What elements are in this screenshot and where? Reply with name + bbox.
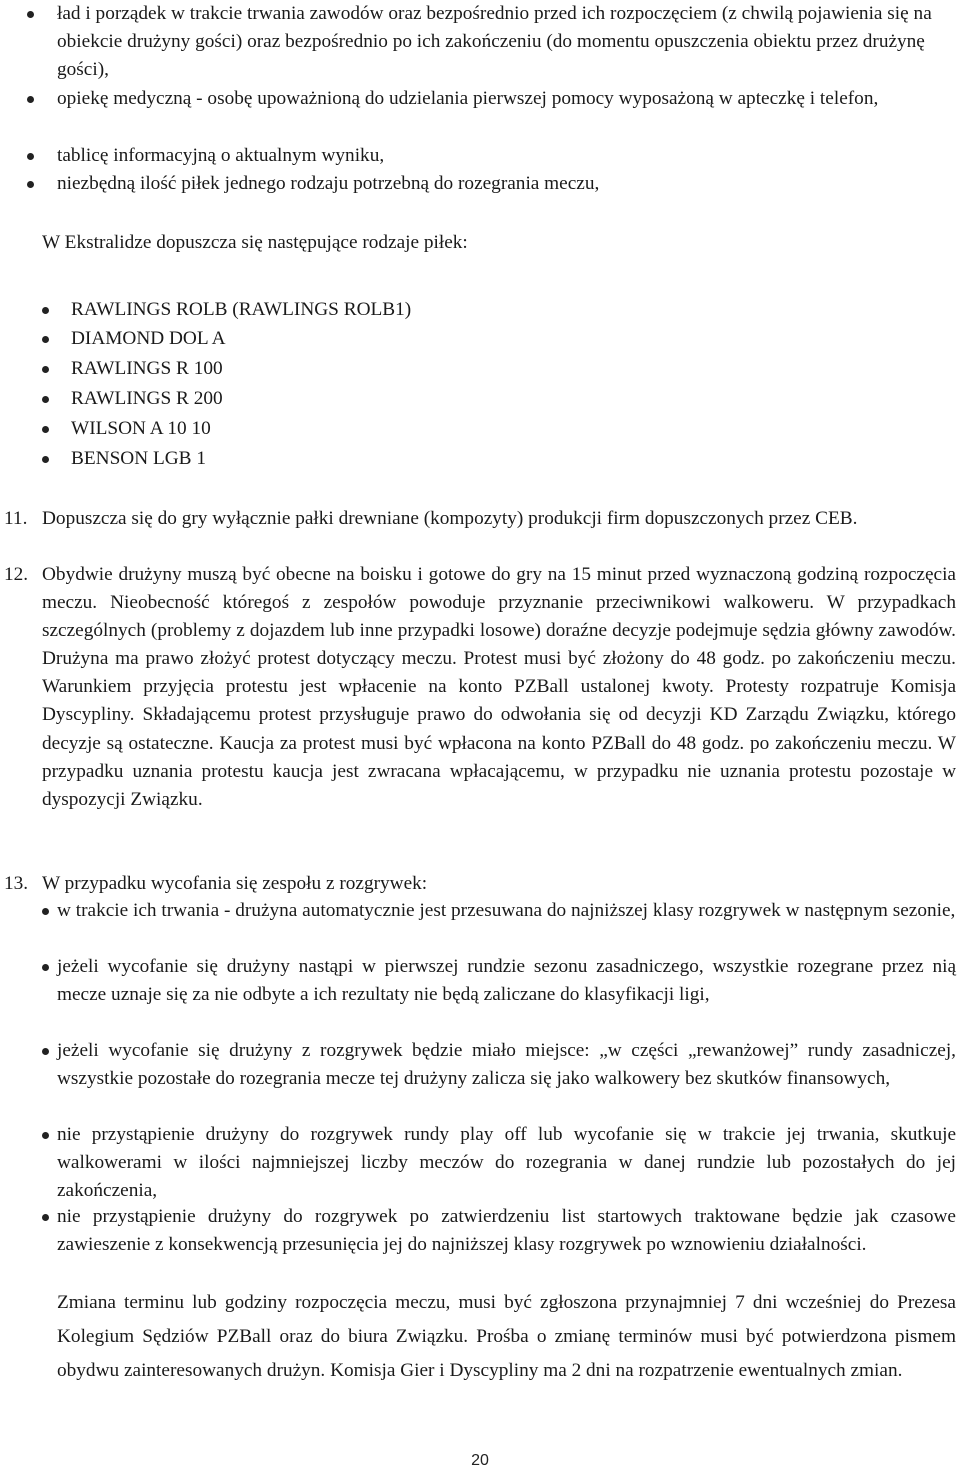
ball-name: RAWLINGS ROLB (RAWLINGS ROLB1) <box>71 299 412 320</box>
withdrawal-bullet <box>57 1037 956 1093</box>
item-number: 12. <box>4 564 29 585</box>
ball-name: DIAMOND DOL A <box>71 328 226 349</box>
ball-item <box>71 296 411 324</box>
bullet-item <box>57 0 957 84</box>
bullet-text: jeżeli wycofanie się drużyny nastąpi w pierwszej rundzie sezonu zasadniczego, wszystkie rozegrane przez nią mecze uznaje się za nie odbyte a ich rezultaty nie będą zaliczane do klasyfikacji ligi, <box>57 956 956 1005</box>
bullet-item <box>57 170 957 198</box>
bullet-dot <box>42 426 49 433</box>
bullet-dot <box>42 456 49 463</box>
ball-name: BENSON LGB 1 <box>71 448 206 469</box>
ball-item <box>71 415 211 443</box>
withdrawal-bullet <box>57 953 956 1009</box>
bullet-item <box>57 85 957 113</box>
page-number: 20 <box>471 1452 489 1469</box>
bullet-dot <box>27 153 34 160</box>
withdrawal-bullet <box>57 897 956 925</box>
bullet-dot <box>42 366 49 373</box>
bullet-item <box>57 142 957 170</box>
item-number: 11. <box>4 508 28 529</box>
bullet-text: jeżeli wycofanie się drużyny z rozgrywek będzie miało miejsce: „w części „rewanżowej” rundy zasadniczej, wszystkie pozostałe do rozegrania mecze tej drużyny zalicza się jako walkowery bez skutków finansowych, <box>57 1040 956 1089</box>
closing-paragraph: Zmiana terminu lub godziny rozpoczęcia meczu, musi być zgłoszona przynajmniej 7 dni wcześniej do Prezesa Kolegium Sędziów PZBall oraz do biura Związku. Prośba o zmianę terminów musi być potwierdzona pismem obydwu zainteresowanych drużyn. Komisja Gier i Dyscypliny ma 2 dni na rozpatrzenie ewentualnych zmian. <box>57 1292 956 1381</box>
bullet-text: tablicę informacyjną o aktualnym wyniku, <box>57 145 385 166</box>
bullet-dot <box>42 1048 49 1055</box>
ball-item <box>71 445 206 473</box>
bullet-dot <box>42 1132 49 1139</box>
ball-name: WILSON A 10 10 <box>71 418 211 439</box>
ball-name: RAWLINGS R 200 <box>71 388 223 409</box>
withdrawal-bullet <box>57 1121 956 1205</box>
ball-name: RAWLINGS R 100 <box>71 358 223 379</box>
item-12-text: Obydwie drużyny muszą być obecne na boisku i gotowe do gry na 15 minut przed wyznaczoną godziną rozpoczęcia meczu. Nieobecność któregoś z zespołów powoduje przyznanie przeciwnikowi walkoweru. W przypadkach szczególnych (problemy z dojazdem lub inne przypadki losowe) doraźne decyzje podejmuje sędzia główny zawodów. Drużyna ma prawo złożyć protest dotyczący meczu. Protest musi być złożony do 48 godz. po zakończeniu meczu. Warunkiem przyjęcia protestu jest wpłacenie na konto PZBall ustalonej kwoty. Protesty rozpatruje Komisja Dyscypliny. Składającemu protest przysługuje prawo do odwołania się od decyzji KD Zarządu Związku, którego decyzje są ostateczne. Kaucja za protest musi być wpłacona na konto PZBall do 48 godz. po zakończeniu meczu. W przypadku uznania protestu kaucja jest zwracana wpłacającemu, w przypadku nie uznania protestu pozostaje w dyspozycji Związku. <box>42 564 956 810</box>
withdrawal-bullet <box>57 1203 956 1259</box>
bullet-dot <box>42 336 49 343</box>
bullet-text: opiekę medyczną - osobę upoważnioną do udzielania pierwszej pomocy wyposażoną w apteczkę i telefon, <box>57 88 879 109</box>
bullet-text: nie przystąpienie drużyny do rozgrywek po zatwierdzeniu list startowych traktowane będzie jak czasowe zawieszenie z konsekwencją przesunięcia jej do najniższej klasy rozgrywek po wznowieniu działalności. <box>57 1206 956 1255</box>
bullet-dot <box>42 307 49 314</box>
bullet-dot <box>42 396 49 403</box>
item-11-text: Dopuszcza się do gry wyłącznie pałki drewniane (kompozyty) produkcji firm dopuszczonych przez CEB. <box>42 508 858 529</box>
bullet-dot <box>27 181 34 188</box>
bullet-dot <box>27 96 34 103</box>
bullet-dot <box>42 908 49 915</box>
bullet-text: nie przystąpienie drużyny do rozgrywek rundy play off lub wycofanie się w trakcie jej trwania, skutkuje walkowerami w ilości najmniejszej liczby meczów do rozegrania w danej rundzie lub pozostałych do jej zakończenia, <box>57 1124 956 1201</box>
bullet-text: w trakcie ich trwania - drużyna automatycznie jest przesuwana do najniższej klasy rozgrywek w następnym sezonie, <box>57 900 956 921</box>
item-number: 13. <box>4 873 29 894</box>
bullet-dot <box>42 1214 49 1221</box>
bullet-dot <box>42 964 49 971</box>
ball-item <box>71 355 223 383</box>
bullet-dot <box>27 11 34 18</box>
item-13-text: W przypadku wycofania się zespołu z rozgrywek: <box>42 873 428 894</box>
ball-item <box>71 325 226 353</box>
ball-item <box>71 385 223 413</box>
bullet-text: ład i porządek w trakcie trwania zawodów oraz bezpośrednio przed ich rozpoczęciem (z chwilą pojawienia się na obiekcie drużyny gości) oraz bezpośrednio po ich zakończeniu (do momentu opuszczenia obiektu przez drużynę gości), <box>57 3 932 80</box>
balls-intro: W Ekstralidze dopuszcza się następujące rodzaje piłek: <box>42 232 468 253</box>
bullet-text: niezbędną ilość piłek jednego rodzaju potrzebną do rozegrania meczu, <box>57 173 600 194</box>
